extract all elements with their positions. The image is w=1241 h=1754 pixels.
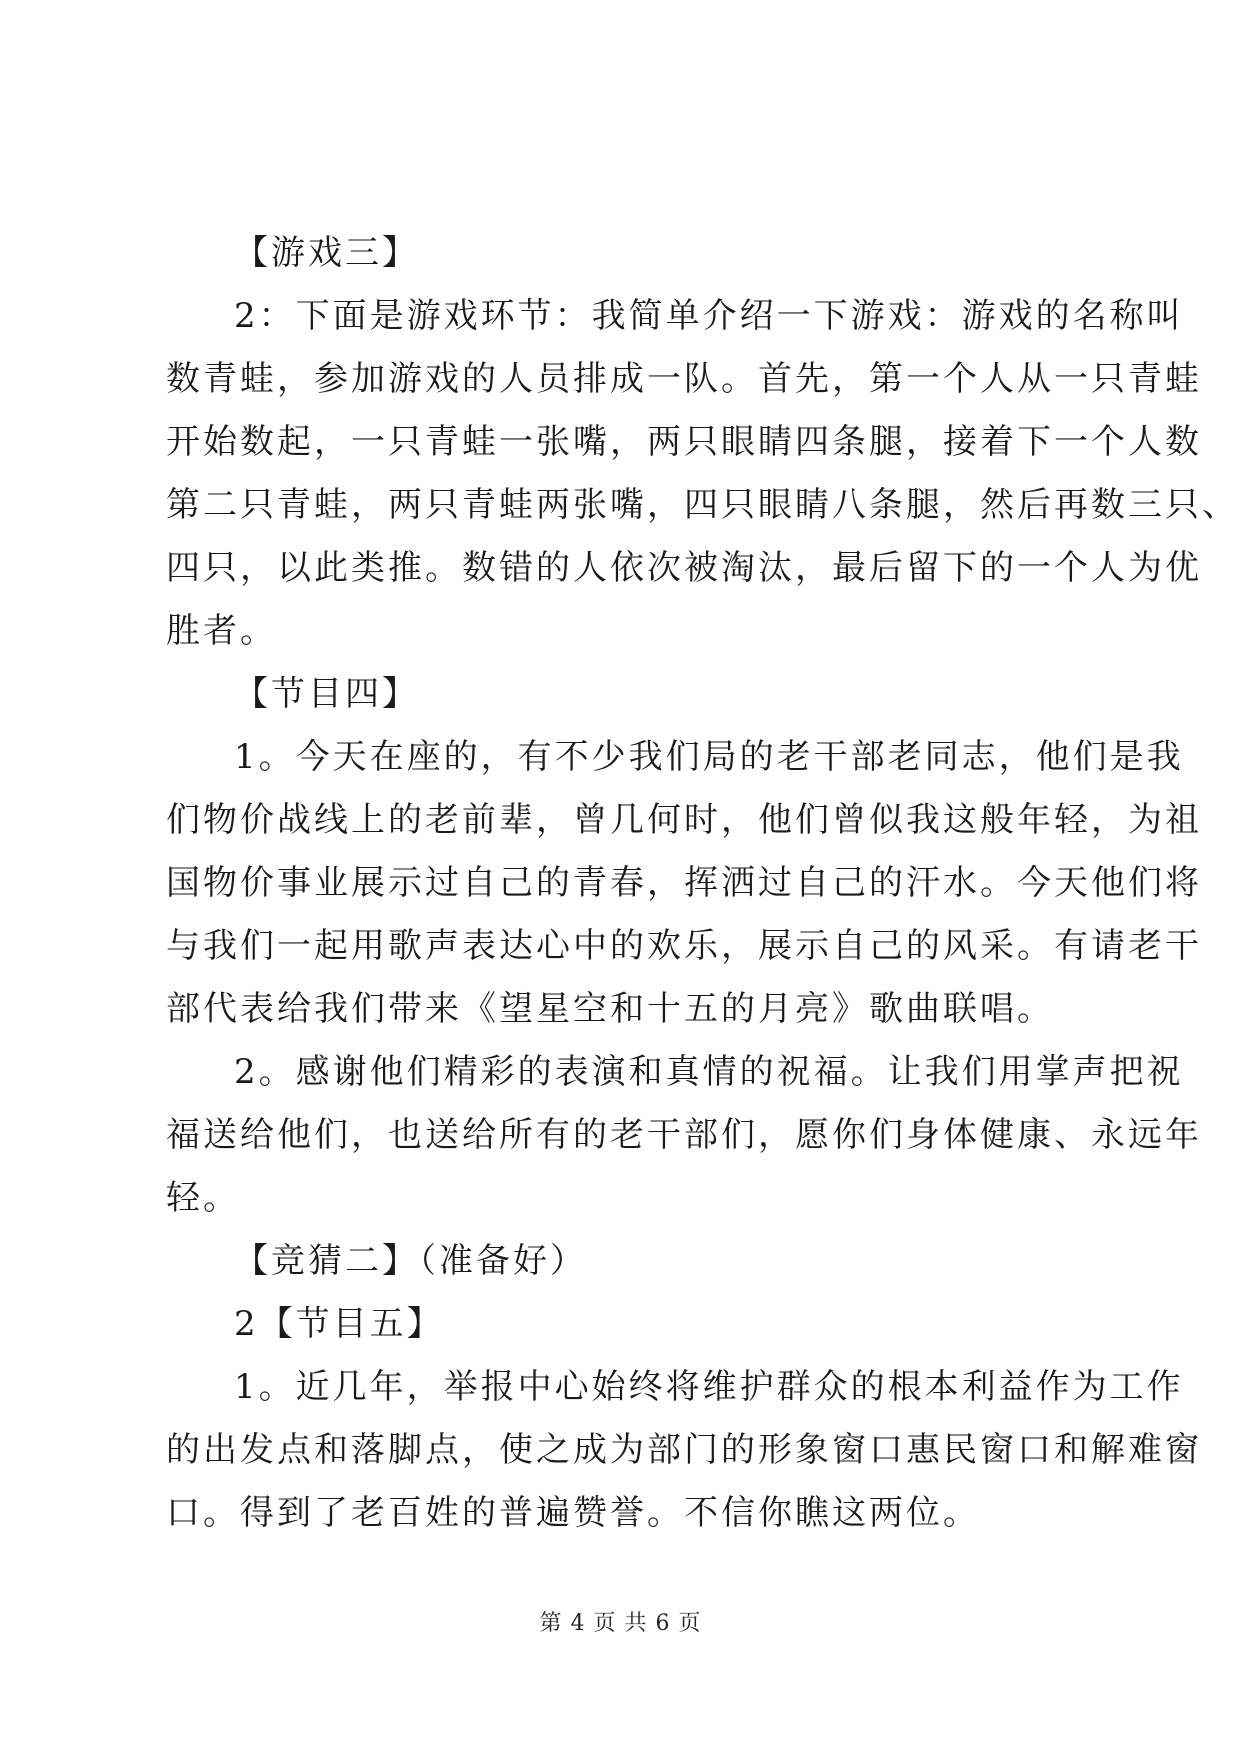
text-line: 【游戏三】	[234, 233, 419, 273]
text-line: 与我们一起用歌声表达心中的欢乐，展示自己的风采。有请老干	[166, 926, 1202, 966]
text-line: 们物价战线上的老前辈，曾几何时，他们曾似我这般年轻，为祖	[166, 800, 1202, 840]
text-line: 1。近几年，举报中心始终将维护群众的根本利益作为工作	[234, 1367, 1184, 1407]
text-line: 第二只青蛙，两只青蛙两张嘴，四只眼睛八条腿，然后再数三只、	[166, 485, 1239, 525]
text-line: 的出发点和落脚点，使之成为部门的形象窗口惠民窗口和解难窗	[166, 1430, 1202, 1470]
text-line: 1。今天在座的，有不少我们局的老干部老同志，他们是我	[234, 737, 1184, 777]
paragraph	[166, 1041, 1202, 1230]
text-line: 【竞猜二】（准备好）	[234, 1241, 587, 1281]
document-body	[166, 222, 1239, 1545]
text-line: 【节目四】	[234, 674, 419, 714]
text-line: 轻。	[166, 1178, 240, 1218]
section-heading	[166, 1293, 1078, 1356]
text-line: 开始数起，一只青蛙一张嘴，两只眼睛四条腿，接着下一个人数	[166, 422, 1202, 462]
text-line: 2【节目五】	[234, 1304, 444, 1344]
section-heading	[166, 222, 1078, 285]
text-line: 数青蛙，参加游戏的人员排成一队。首先，第一个人从一只青蛙	[166, 359, 1202, 399]
text-line: 四只，以此类推。数错的人依次被淘汰，最后留下的一个人为优	[166, 548, 1202, 588]
text-line: 部代表给我们带来《望星空和十五的月亮》歌曲联唱。	[166, 989, 1054, 1029]
paragraph	[166, 285, 1239, 663]
text-line: 2。感谢他们精彩的表演和真情的祝福。让我们用掌声把祝	[234, 1052, 1184, 1092]
text-line: 2：下面是游戏环节：我简单介绍一下游戏：游戏的名称叫	[234, 296, 1184, 336]
paragraph	[166, 1356, 1202, 1545]
section-heading	[166, 1230, 1078, 1293]
text-line: 口。得到了老百姓的普遍赞誉。不信你瞧这两位。	[166, 1493, 980, 1533]
text-line: 福送给他们，也送给所有的老干部们，愿你们身体健康、永远年	[166, 1115, 1202, 1155]
paragraph	[166, 726, 1202, 1041]
text-line: 国物价事业展示过自己的青春，挥洒过自己的汗水。今天他们将	[166, 863, 1202, 903]
page-footer: 第 4 页 共 6 页	[539, 1611, 702, 1636]
section-heading	[166, 663, 1078, 726]
text-line: 胜者。	[166, 611, 277, 651]
